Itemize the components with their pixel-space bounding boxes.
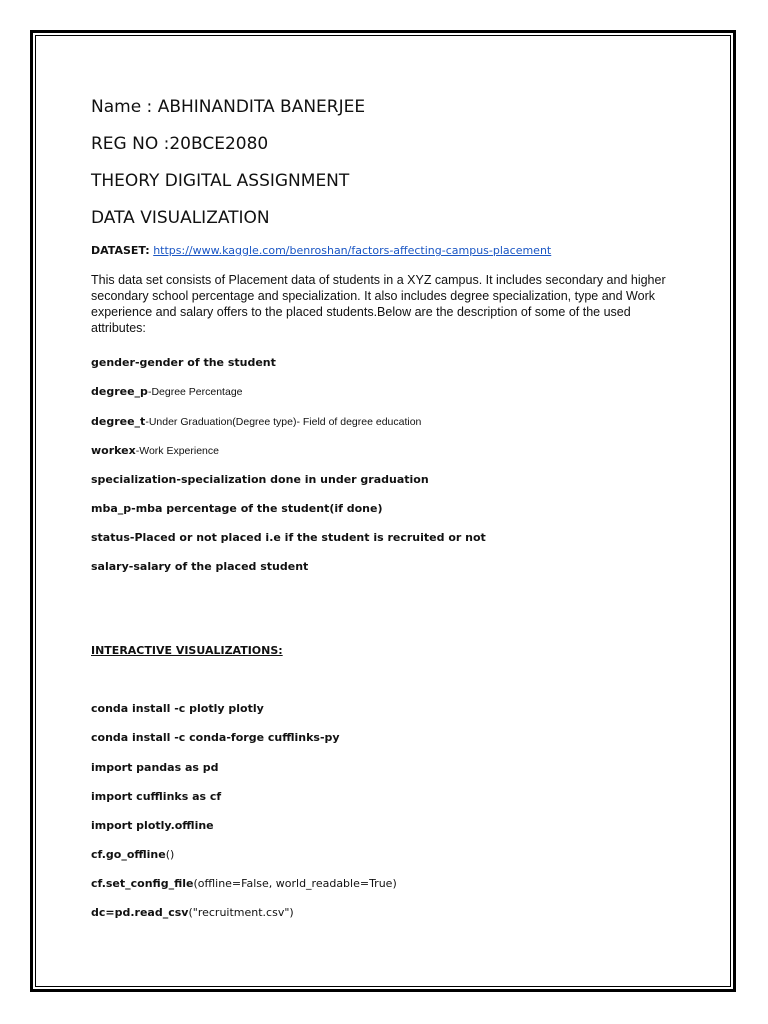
attribute-separator: - — [147, 386, 152, 398]
attribute-specialization — [91, 468, 429, 487]
attribute-salary — [91, 555, 308, 574]
code-line-rest: ("recruitment.csv") — [188, 906, 294, 919]
attribute-gender — [91, 351, 276, 370]
attribute-description: Placed or not placed i.e if the student is recruited or not — [134, 531, 486, 544]
code-line — [91, 790, 221, 803]
assignment-title: THEORY DIGITAL ASSIGNMENT — [91, 171, 350, 191]
attribute-degree-t — [91, 410, 421, 429]
code-line — [91, 906, 294, 919]
dataset-description: This data set consists of Placement data of students in a XYZ campus. It includes secondary and higher secondary school percentage and specialization. It also includes degree specialization, type and Work experience and salary offers to the placed students.Below are the description of some of the used attributes: — [91, 273, 666, 335]
attribute-description: specialization done in under graduation — [180, 473, 429, 486]
attribute-key: degree_t — [91, 415, 146, 428]
code-line-bold: cf.go_offline — [91, 848, 166, 861]
section-title: INTERACTIVE VISUALIZATIONS: — [91, 644, 283, 657]
code-line — [91, 848, 174, 861]
attribute-separator: - — [176, 473, 181, 486]
code-line-bold: import cufflinks as cf — [91, 790, 222, 803]
attribute-description: gender of the student — [139, 356, 276, 369]
attribute-workex — [91, 439, 219, 458]
code-line-rest: () — [165, 848, 175, 861]
code-line-bold: conda install -c conda-forge cufflinks-py — [91, 731, 340, 744]
code-line-bold: import plotly.offline — [91, 819, 214, 832]
attribute-key: status — [91, 531, 130, 544]
code-line-bold: conda install -c plotly plotly — [91, 702, 264, 715]
code-line — [91, 731, 340, 744]
attribute-separator: - — [128, 560, 134, 573]
attribute-description: Degree Percentage — [151, 386, 243, 398]
attribute-key: gender — [91, 356, 135, 369]
attribute-separator: - — [131, 502, 136, 515]
attribute-separator: - — [129, 531, 135, 544]
attribute-separator: - — [134, 356, 140, 369]
code-line-bold: cf.set_config_file — [91, 877, 194, 890]
attribute-key: salary — [91, 560, 129, 573]
subject-title: DATA VISUALIZATION — [91, 208, 270, 228]
student-name: Name : ABHINANDITA BANERJEE — [91, 97, 366, 117]
attribute-description: Under Graduation(Degree type)- Field of degree education — [148, 416, 422, 428]
attribute-degree-p — [91, 380, 243, 399]
attribute-key: workex — [91, 444, 136, 457]
code-line-bold: import pandas as pd — [91, 761, 219, 774]
code-line — [91, 819, 214, 832]
attribute-separator: - — [145, 416, 149, 428]
attribute-mba-p — [91, 497, 383, 516]
attribute-key: degree_p — [91, 385, 148, 398]
attribute-status — [91, 526, 486, 545]
attribute-description: mba percentage of the student(if done) — [135, 502, 383, 515]
dataset-link[interactable]: https://www.kaggle.com/benroshan/factors-affecting-campus-placement — [153, 244, 552, 257]
attribute-description: salary of the placed student — [133, 560, 309, 573]
attribute-description: Work Experience — [139, 445, 219, 457]
code-line — [91, 877, 397, 890]
attribute-separator: - — [135, 445, 140, 457]
code-line — [91, 761, 219, 774]
dataset-label: DATASET: — [91, 244, 150, 257]
registration-number: REG NO :20BCE2080 — [91, 134, 269, 154]
attribute-key: specialization — [91, 473, 177, 486]
code-line — [91, 702, 264, 715]
code-line-rest: (offline=False, world_readable=True) — [193, 877, 397, 890]
attribute-key: mba_p — [91, 502, 132, 515]
code-line-bold: dc=pd.read_csv — [91, 906, 189, 919]
dataset-line — [91, 244, 551, 257]
